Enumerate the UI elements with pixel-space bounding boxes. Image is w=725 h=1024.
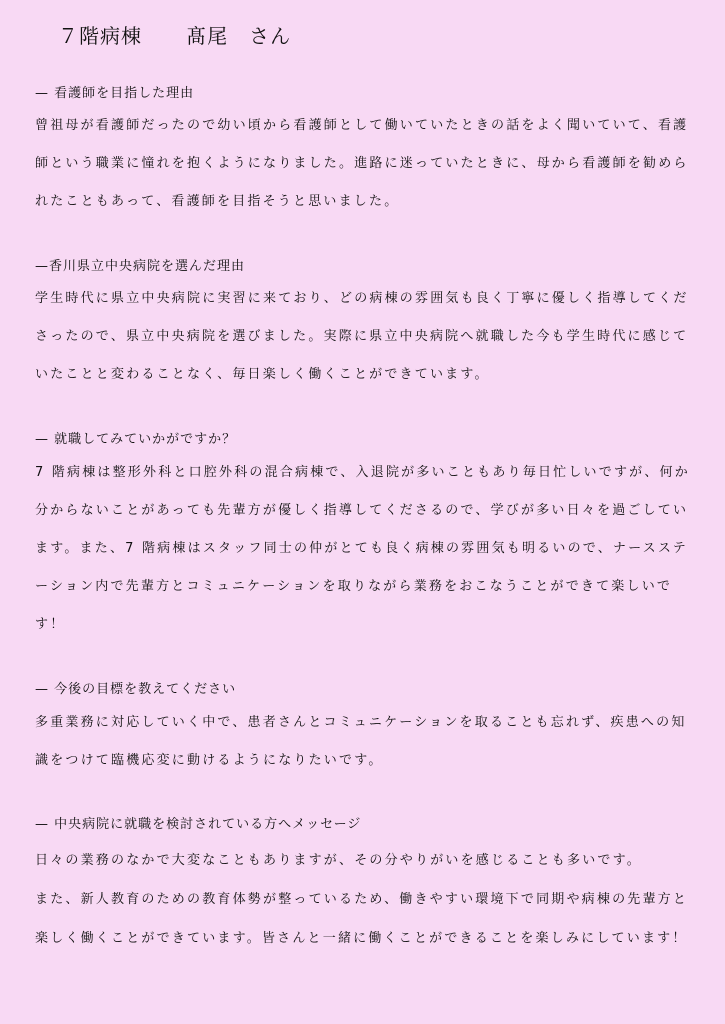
section-heading: — 今後の目標を教えてください [35, 682, 237, 697]
body-line: 楽しく働くことができています。皆さんと一緒に働くことができることを楽しみにしています！ [35, 931, 688, 946]
body-line: す！ [35, 617, 66, 632]
body-line: 識をつけて臨機応変に動けるようになりたいです。 [35, 753, 384, 768]
body-line: れたこともあって、看護師を目指そうと思いました。 [35, 194, 400, 209]
page-title [58, 20, 291, 49]
body-line: ます。また、7 階病棟はスタッフ同士の仲がとても良く病棟の雰囲気も明るいので、ナースステ [35, 541, 688, 556]
section-heading: — 看護師を目指した理由 [35, 86, 195, 101]
body-line: さったので、県立中央病院を選びました。実際に県立中央病院へ就職した今も学生時代に感じて [35, 329, 689, 344]
body-line: ーション内で先輩方とコミュニケーションを取りながら業務をおこなうことができて楽しいで [35, 579, 673, 594]
section-reason-hospital [35, 257, 695, 385]
section-reason-nurse [35, 84, 695, 212]
section-goals [35, 680, 695, 771]
body-line: いたことと変わることなく、毎日楽しく働くことができています。 [35, 367, 490, 382]
staff-name: 髙尾 さん [186, 24, 292, 48]
body-line: 分からないことがあっても先輩方が優しく指導してくださるので、学びが多い日々を過ごしてい [35, 503, 689, 518]
body-line: 多重業務に対応していく中で、患者さんとコミュニケーションを取ることも忘れず、疾患への知 [35, 715, 687, 730]
body-line: 曾祖母が看護師だったので幼い頃から看護師として働いていたときの話をよく聞いていて、看護 [35, 118, 689, 133]
body-line: 師という職業に憧れを抱くようになりました。進路に迷っていたときに、母から看護師を勧めら [35, 156, 689, 171]
section-heading: —香川県立中央病院を選んだ理由 [35, 259, 246, 274]
ward-label: ７階病棟 [58, 24, 142, 48]
section-heading: — 中央病院に就職を検討されている方へメッセージ [35, 817, 362, 832]
body-line: 7 階病棟は整形外科と口腔外科の混合病棟で、入退院が多いこともあり毎日忙しいですが、何か [35, 465, 690, 480]
body-line: 学生時代に県立中央病院に実習に来ており、どの病棟の雰囲気も良く丁寧に優しく指導してくだ [35, 291, 689, 306]
body-line: 日々の業務のなかで大変なこともありますが、その分やりがいを感じることも多いです。 [35, 853, 642, 868]
section-message [35, 815, 695, 949]
section-impressions [35, 430, 695, 635]
body-line: また、新人教育のための教育体勢が整っているため、働きやすい環境下で同期や病棟の先輩方と [35, 892, 689, 907]
section-heading: — 就職してみていかがですか？ [35, 432, 237, 447]
